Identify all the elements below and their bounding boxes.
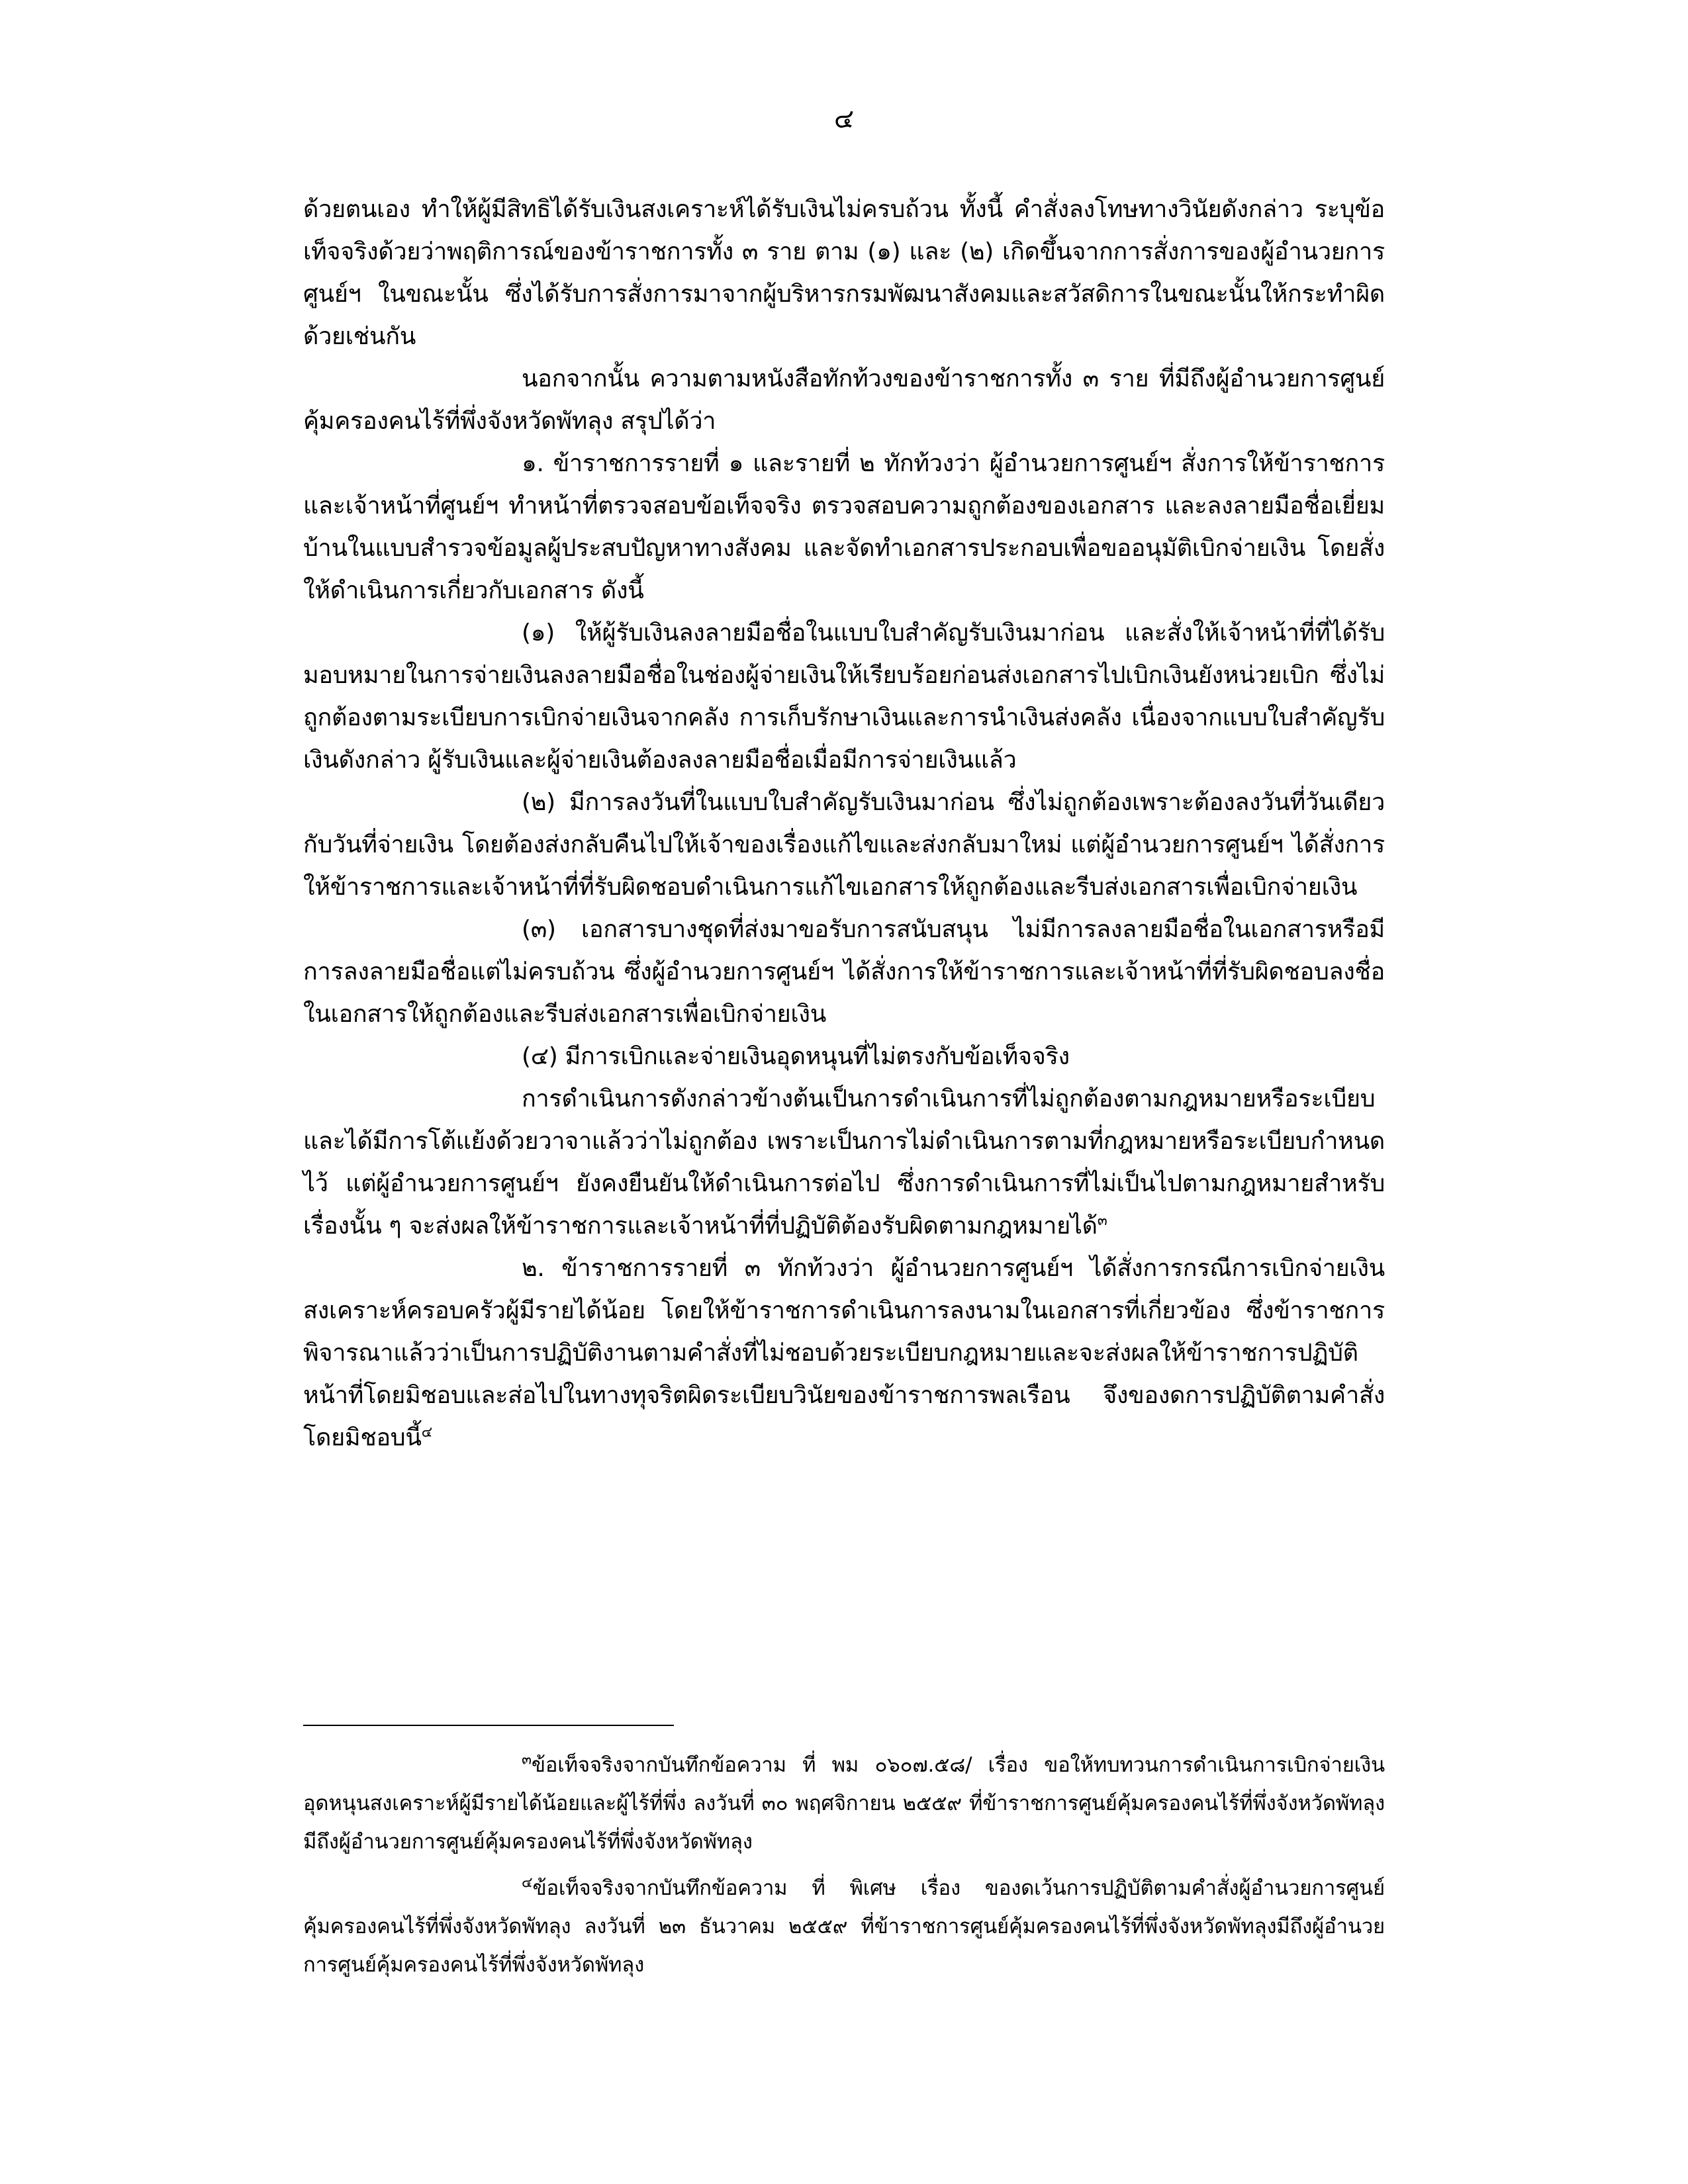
paragraph-continuation: ด้วยตนเอง ทำให้ผู้มีสิทธิได้รับเงินสงเคราะห์ได้รับเงินไม่ครบถ้วน ทั้งนี้ คำสั่งลงโทษทางวินัยดังกล่าว ระบุข้อเท็จจริงด้วยว่าพฤติการณ์ของข้าราชการทั้ง ๓ ราย ตาม (๑) และ (๒) เกิดขึ้นจากการสั่งการของผู้อำนวยการศูนย์ฯ ในขณะนั้น ซึ่งได้รับการสั่งการมาจากผู้บริหารกรมพัฒนาสังคมและสวัสดิการในขณะนั้นให้กระทำผิดด้วยเช่นกัน (303, 196, 1385, 350)
document-body (303, 189, 1385, 1459)
paragraph-subitem-4: (๔) มีการเบิกและจ่ายเงินอุดหนุนที่ไม่ตรงกับข้อเท็จจริง (522, 1043, 1070, 1070)
paragraph-conclusion (303, 1078, 1385, 1248)
footnote-divider (303, 1725, 674, 1726)
paragraph-subitem-1: (๑) ให้ผู้รับเงินลงลายมือชื่อในแบบใบสำคัญรับเงินมาก่อน และสั่งให้เจ้าหน้าที่ที่ได้รับมอบหมายในการจ่ายเงินลงลายมือชื่อในช่องผู้จ่ายเงินให้เรียบร้อยก่อนส่งเอกสารไปเบิกเงินยังหน่วยเบิก ซึ่งไม่ถูกต้องตามระเบียบการเบิกจ่ายเงินจากคลัง การเก็บรักษาเงินและการนำเงินส่งคลัง เนื่องจากแบบใบสำคัญรับเงินดังกล่าว ผู้รับเงินและผู้จ่ายเงินต้องลงลายมือชื่อเมื่อมีการจ่ายเงินแล้ว (303, 619, 1385, 774)
paragraph-subitem-3: (๓) เอกสารบางชุดที่ส่งมาขอรับการสนับสนุน ไม่มีการลงลายมือชื่อในเอกสารหรือมีการลงลายมือชื่อแต่ไม่ครบถ้วน ซึ่งผู้อำนวยการศูนย์ฯ ได้สั่งการให้ข้าราชการและเจ้าหน้าที่ที่รับผิดชอบลงชื่อในเอกสารให้ถูกต้องและรีบส่งเอกสารเพื่อเบิกจ่ายเงิน (303, 916, 1385, 1028)
footnote-4-text: ข้อเท็จจริงจากบันทึกข้อความ ที่ พิเศษ เรื่อง ของดเว้นการปฏิบัติตามคำสั่งผู้อำนวยการศูนย์คุ้มครองคนไร้ที่พึ่งจังหวัดพัทลุง ลงวันที่ ๒๓ ธันวาคม ๒๕๕๙ ที่ข้าราชการศูนย์คุ้มครองคนไร้ที่พึ่งจังหวัดพัทลุงมีถึงผู้อำนวยการศูนย์คุ้มครองคนไร้ที่พึ่งจังหวัดพัทลุง (303, 1876, 1385, 1977)
paragraph-item-1: ๑. ข้าราชการรายที่ ๑ และรายที่ ๒ ทักท้วงว่า ผู้อำนวยการศูนย์ฯ สั่งการให้ข้าราชการและเจ้าหน้าที่ศูนย์ฯ ทำหน้าที่ตรวจสอบข้อเท็จจริง ตรวจสอบความถูกต้องของเอกสาร และลงลายมือชื่อเยี่ยมบ้านในแบบสำรวจข้อมูลผู้ประสบปัญหาทางสังคม และจัดทำเอกสารประกอบเพื่อขออนุมัติเบิกจ่ายเงิน โดยสั่งให้ดำเนินการเกี่ยวกับเอกสาร ดังนี้ (303, 450, 1385, 604)
footnote-4 (303, 1869, 1385, 1984)
footnote-mark-4: ๔ (522, 1874, 533, 1891)
footnote-ref-4: ๔ (421, 1424, 433, 1441)
footnote-3-text: ข้อเท็จจริงจากบันทึกข้อความ ที่ พม ๐๖๐๗.๕๘/ เรื่อง ขอให้ทบทวนการดำเนินการเบิกจ่ายเงินอุดหนุนสงเคราะห์ผู้มีรายได้น้อยและผู้ไร้ที่พึ่ง ลงวันที่ ๓๐ พฤศจิกายน ๒๕๕๙ ที่ข้าราชการศูนย์คุ้มครองคนไร้ที่พึ่งจังหวัดพัทลุงมีถึงผู้อำนวยการศูนย์คุ้มครองคนไร้ที่พึ่งจังหวัดพัทลุง (303, 1753, 1385, 1854)
footnotes (303, 1746, 1385, 1992)
paragraph-item-2-text: ๒. ข้าราชการรายที่ ๓ ทักท้วงว่า ผู้อำนวยการศูนย์ฯ ได้สั่งการกรณีการเบิกจ่ายเงินสงเคราะห์ครอบครัวผู้มีรายได้น้อย โดยให้ข้าราชการดำเนินการลงนามในเอกสารที่เกี่ยวข้อง ซึ่งข้าราชการพิจารณาแล้วว่าเป็นการปฏิบัติงานตามคำสั่งที่ไม่ชอบด้วยระเบียบกฎหมายและจะส่งผลให้ข้าราชการปฏิบัติหน้าที่โดยมิชอบและส่อไปในทางทุจริตผิดระเบียบวินัยของข้าราชการพลเรือน จึงของดการปฏิบัติตามคำสั่งโดยมิชอบนี้ (303, 1255, 1385, 1451)
paragraph-objection-summary: นอกจากนั้น ความตามหนังสือทักท้วงของข้าราชการทั้ง ๓ ราย ที่มีถึงผู้อำนวยการศูนย์คุ้มครองคนไร้ที่พึ่งจังหวัดพัทลุง สรุปได้ว่า (303, 365, 1385, 435)
paragraph-item-2 (303, 1248, 1385, 1459)
footnote-mark-3: ๓ (522, 1751, 532, 1768)
paragraph-subitem-2: (๒) มีการลงวันที่ในแบบใบสำคัญรับเงินมาก่อน ซึ่งไม่ถูกต้องเพราะต้องลงวันที่วันเดียวกับวันที่จ่ายเงิน โดยต้องส่งกลับคืนไปให้เจ้าของเรื่องแก้ไขและส่งกลับมาใหม่ แต่ผู้อำนวยการศูนย์ฯ ได้สั่งการให้ข้าราชการและเจ้าหน้าที่ที่รับผิดชอบดำเนินการแก้ไขเอกสารให้ถูกต้องและรีบส่งเอกสารเพื่อเบิกจ่ายเงิน (303, 789, 1385, 901)
footnote-ref-3: ๓ (1097, 1212, 1107, 1229)
paragraph-conclusion-text: การดำเนินการดังกล่าวข้างต้นเป็นการดำเนินการที่ไม่ถูกต้องตามกฎหมายหรือระเบียบ และได้มีการโต้แย้งด้วยวาจาแล้วว่าไม่ถูกต้อง เพราะเป็นการไม่ดำเนินการตามที่กฎหมายหรือระเบียบกำหนดไว้ แต่ผู้อำนวยการศูนย์ฯ ยังคงยืนยันให้ดำเนินการต่อไป ซึ่งการดำเนินการที่ไม่เป็นไปตามกฎหมายสำหรับเรื่องนั้น ๆ จะส่งผลให้ข้าราชการและเจ้าหน้าที่ที่ปฏิบัติต้องรับผิดตามกฎหมายได้ (303, 1085, 1385, 1240)
footnote-3 (303, 1746, 1385, 1861)
page-number: ๔ (833, 104, 855, 134)
